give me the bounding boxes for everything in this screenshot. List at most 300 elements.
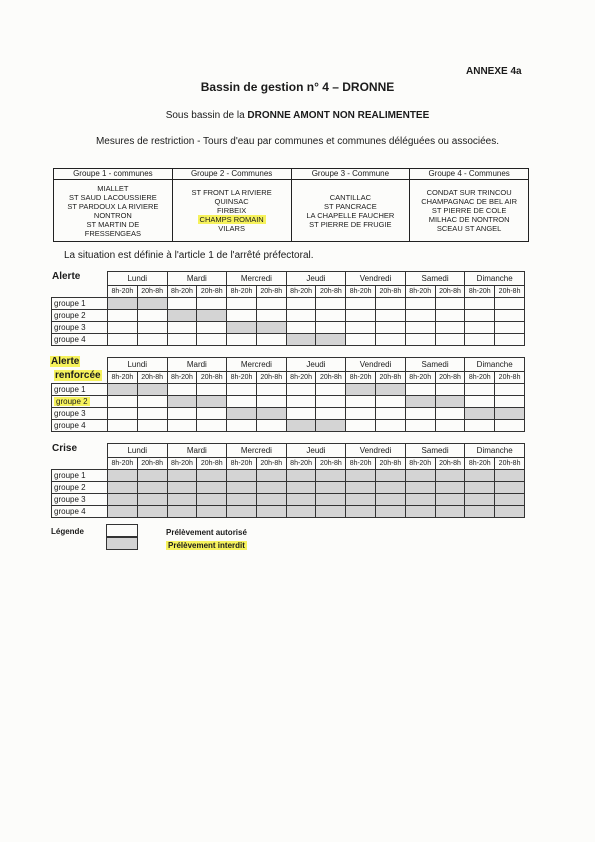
cell-forbidden bbox=[256, 322, 286, 334]
schedule-row bbox=[52, 384, 525, 396]
cell-forbidden bbox=[495, 408, 525, 420]
cell-forbidden bbox=[227, 322, 257, 334]
cell-forbidden bbox=[167, 470, 197, 482]
commune-name: ST PARDOUX LA RIVIERE bbox=[67, 201, 159, 211]
cell-forbidden bbox=[256, 482, 286, 494]
group-header: Groupe 3 - Commune bbox=[292, 169, 410, 180]
cell-authorized bbox=[256, 384, 286, 396]
slot-header: 8h-20h bbox=[465, 372, 495, 384]
cell-authorized bbox=[256, 298, 286, 310]
cell-forbidden bbox=[405, 396, 435, 408]
cell-forbidden bbox=[376, 506, 406, 518]
cell-authorized bbox=[108, 408, 138, 420]
cell-authorized bbox=[346, 322, 376, 334]
cell-authorized bbox=[137, 408, 167, 420]
slot-header: 8h-20h bbox=[346, 286, 376, 298]
day-header: Samedi bbox=[405, 358, 465, 372]
group-row-label bbox=[52, 506, 108, 518]
group-row-label bbox=[52, 470, 108, 482]
cell-forbidden bbox=[137, 494, 167, 506]
day-header: Dimanche bbox=[465, 272, 525, 286]
schedule-alerte-renforcee bbox=[51, 357, 525, 432]
cell-authorized bbox=[495, 322, 525, 334]
cell-authorized bbox=[405, 310, 435, 322]
slot-header: 8h-20h bbox=[108, 372, 138, 384]
slot-header: 20h-8h bbox=[495, 286, 525, 298]
slot-header: 8h-20h bbox=[227, 372, 257, 384]
group-row-text: groupe 4 bbox=[54, 335, 86, 344]
slot-header: 20h-8h bbox=[376, 286, 406, 298]
cell-forbidden bbox=[197, 470, 227, 482]
day-header: Mardi bbox=[167, 444, 227, 458]
page-title: Bassin de gestion n° 4 – DRONNE bbox=[200, 80, 395, 94]
cell-authorized bbox=[376, 408, 406, 420]
cell-forbidden bbox=[108, 470, 138, 482]
slot-header: 20h-8h bbox=[137, 286, 167, 298]
slot-header: 8h-20h bbox=[167, 286, 197, 298]
commune-name: SCEAU ST ANGEL bbox=[436, 224, 502, 233]
cell-forbidden bbox=[316, 470, 346, 482]
commune-name: ST SAUD LACOUSSIERE bbox=[68, 192, 157, 202]
cell-authorized bbox=[495, 310, 525, 322]
group-row-label bbox=[52, 396, 108, 408]
slot-header: 8h-20h bbox=[286, 458, 316, 470]
cell-authorized bbox=[316, 310, 346, 322]
group-communes bbox=[410, 180, 528, 241]
cell-authorized bbox=[495, 298, 525, 310]
cell-authorized bbox=[465, 396, 495, 408]
cell-forbidden bbox=[167, 310, 197, 322]
cell-forbidden bbox=[286, 506, 316, 518]
cell-forbidden bbox=[376, 494, 406, 506]
commune-name: ST PANCRACE bbox=[324, 201, 377, 211]
section-label-alerte: Alerte bbox=[52, 271, 81, 282]
cell-authorized bbox=[465, 384, 495, 396]
cell-forbidden bbox=[346, 494, 376, 506]
day-header: Dimanche bbox=[465, 444, 525, 458]
commune-name: ST PIERRE DE COLE bbox=[431, 206, 507, 215]
group-communes bbox=[292, 180, 410, 241]
group-row-label bbox=[52, 310, 108, 322]
legend-label: Légende bbox=[51, 527, 84, 536]
cell-forbidden bbox=[137, 298, 167, 310]
day-header: Vendredi bbox=[346, 272, 406, 286]
schedule-row bbox=[52, 420, 525, 432]
cell-authorized bbox=[227, 396, 257, 408]
day-header: Jeudi bbox=[286, 358, 346, 372]
cell-forbidden bbox=[137, 482, 167, 494]
cell-authorized bbox=[256, 420, 286, 432]
cell-authorized bbox=[256, 334, 286, 346]
day-header: Lundi bbox=[108, 272, 168, 286]
cell-forbidden bbox=[227, 482, 257, 494]
cell-authorized bbox=[256, 396, 286, 408]
legend-text-forbidden bbox=[166, 541, 247, 550]
slot-header: 20h-8h bbox=[197, 372, 227, 384]
slot-header: 8h-20h bbox=[346, 458, 376, 470]
cell-forbidden bbox=[316, 482, 346, 494]
cell-forbidden bbox=[465, 408, 495, 420]
cell-authorized bbox=[137, 420, 167, 432]
group-row-text: groupe 3 bbox=[54, 323, 86, 332]
slot-header: 20h-8h bbox=[197, 458, 227, 470]
cell-forbidden bbox=[495, 506, 525, 518]
cell-forbidden bbox=[286, 494, 316, 506]
cell-forbidden bbox=[405, 470, 435, 482]
day-header: Lundi bbox=[108, 358, 168, 372]
group-row-label bbox=[52, 420, 108, 432]
cell-authorized bbox=[435, 420, 465, 432]
cell-forbidden bbox=[286, 420, 316, 432]
slot-header: 8h-20h bbox=[167, 372, 197, 384]
cell-authorized bbox=[405, 384, 435, 396]
cell-forbidden bbox=[465, 470, 495, 482]
cell-authorized bbox=[286, 384, 316, 396]
legend-text-authorized: Prélèvement autorisé bbox=[166, 528, 247, 537]
slot-header: 20h-8h bbox=[376, 372, 406, 384]
cell-forbidden bbox=[197, 482, 227, 494]
slot-header: 20h-8h bbox=[435, 286, 465, 298]
subtitle-bold: DRONNE AMONT NON REALIMENTEE bbox=[247, 110, 430, 121]
schedule-crise bbox=[51, 443, 525, 518]
cell-authorized bbox=[405, 334, 435, 346]
slot-header: 20h-8h bbox=[316, 372, 346, 384]
cell-forbidden bbox=[108, 482, 138, 494]
cell-authorized bbox=[346, 298, 376, 310]
day-header: Mardi bbox=[167, 272, 227, 286]
commune-name: LA CHAPELLE FAUCHER bbox=[306, 210, 395, 220]
cell-authorized bbox=[435, 298, 465, 310]
cell-authorized bbox=[316, 298, 346, 310]
cell-forbidden bbox=[137, 506, 167, 518]
cell-authorized bbox=[286, 298, 316, 310]
cell-authorized bbox=[227, 298, 257, 310]
day-header: Jeudi bbox=[286, 272, 346, 286]
day-header: Vendredi bbox=[346, 444, 406, 458]
group-row-text: groupe 4 bbox=[54, 421, 86, 430]
cell-authorized bbox=[227, 384, 257, 396]
cell-authorized bbox=[197, 298, 227, 310]
cell-authorized bbox=[405, 298, 435, 310]
cell-forbidden bbox=[108, 506, 138, 518]
slot-header: 20h-8h bbox=[376, 458, 406, 470]
cell-forbidden bbox=[256, 470, 286, 482]
slot-header: 8h-20h bbox=[465, 286, 495, 298]
cell-authorized bbox=[167, 384, 197, 396]
cell-authorized bbox=[108, 396, 138, 408]
cell-authorized bbox=[197, 322, 227, 334]
commune-name: MIALLET bbox=[97, 183, 129, 193]
cell-forbidden bbox=[286, 334, 316, 346]
slot-header: 20h-8h bbox=[316, 458, 346, 470]
cell-authorized bbox=[435, 310, 465, 322]
cell-authorized bbox=[465, 420, 495, 432]
group-column-1 bbox=[54, 169, 172, 241]
cell-forbidden bbox=[286, 470, 316, 482]
cell-authorized bbox=[167, 408, 197, 420]
group-header: Groupe 4 - Communes bbox=[410, 169, 528, 180]
group-row-label bbox=[52, 494, 108, 506]
group-row-label bbox=[52, 334, 108, 346]
cell-forbidden bbox=[108, 298, 138, 310]
legend-swatch-forbidden bbox=[106, 537, 138, 550]
subtitle bbox=[0, 110, 595, 121]
cell-authorized bbox=[435, 408, 465, 420]
cell-authorized bbox=[405, 420, 435, 432]
cell-authorized bbox=[405, 408, 435, 420]
slot-header: 8h-20h bbox=[167, 458, 197, 470]
commune-name: ST FRONT LA RIVIERE bbox=[191, 188, 272, 197]
slot-header: 20h-8h bbox=[316, 286, 346, 298]
schedule-row bbox=[52, 322, 525, 334]
cell-authorized bbox=[346, 310, 376, 322]
group-row-label bbox=[52, 322, 108, 334]
cell-forbidden bbox=[435, 470, 465, 482]
annexe-label: ANNEXE 4a bbox=[466, 66, 522, 77]
group-row-label bbox=[52, 384, 108, 396]
commune-name: VILARS bbox=[218, 224, 245, 233]
day-header: Jeudi bbox=[286, 444, 346, 458]
slot-header: 8h-20h bbox=[465, 458, 495, 470]
cell-authorized bbox=[108, 420, 138, 432]
cell-forbidden bbox=[197, 396, 227, 408]
commune-name: MILHAC DE NONTRON bbox=[428, 215, 510, 224]
group-header: Groupe 1 - communes bbox=[54, 169, 172, 180]
cell-authorized bbox=[108, 334, 138, 346]
cell-authorized bbox=[465, 310, 495, 322]
commune-name: ST MARTIN DE bbox=[86, 219, 140, 229]
group-row-label bbox=[52, 408, 108, 420]
cell-forbidden bbox=[227, 506, 257, 518]
cell-authorized bbox=[376, 420, 406, 432]
commune-name: ST PIERRE DE FRUGIE bbox=[309, 219, 392, 229]
day-header: Samedi bbox=[405, 272, 465, 286]
cell-authorized bbox=[108, 322, 138, 334]
group-row-text: groupe 1 bbox=[54, 471, 86, 480]
slot-header: 8h-20h bbox=[405, 372, 435, 384]
group-row-text: groupe 1 bbox=[54, 299, 86, 308]
cell-authorized bbox=[167, 420, 197, 432]
schedule-row bbox=[52, 494, 525, 506]
cell-forbidden bbox=[405, 482, 435, 494]
day-header: Samedi bbox=[405, 444, 465, 458]
cell-authorized bbox=[167, 298, 197, 310]
group-row-label bbox=[52, 482, 108, 494]
group-communes bbox=[54, 180, 172, 241]
cell-forbidden bbox=[435, 494, 465, 506]
situation-text: La situation est définie à l'article 1 de l'arrêté préfectoral. bbox=[64, 250, 314, 261]
schedule-alerte bbox=[51, 271, 525, 346]
cell-authorized bbox=[286, 310, 316, 322]
cell-forbidden bbox=[376, 470, 406, 482]
cell-forbidden bbox=[316, 506, 346, 518]
cell-forbidden bbox=[227, 408, 257, 420]
slot-header: 20h-8h bbox=[435, 458, 465, 470]
schedule-row bbox=[52, 396, 525, 408]
cell-forbidden bbox=[465, 494, 495, 506]
cell-forbidden bbox=[405, 506, 435, 518]
cell-authorized bbox=[316, 322, 346, 334]
cell-authorized bbox=[346, 420, 376, 432]
cell-authorized bbox=[167, 322, 197, 334]
group-column-3 bbox=[291, 169, 410, 241]
cell-authorized bbox=[286, 396, 316, 408]
cell-forbidden bbox=[197, 310, 227, 322]
group-header: Groupe 2 - Communes bbox=[173, 169, 291, 180]
cell-authorized bbox=[137, 310, 167, 322]
commune-name: QUINSAC bbox=[214, 197, 249, 206]
day-header: Dimanche bbox=[465, 358, 525, 372]
cell-forbidden bbox=[316, 494, 346, 506]
cell-authorized bbox=[495, 420, 525, 432]
cell-authorized bbox=[197, 334, 227, 346]
cell-authorized bbox=[465, 322, 495, 334]
cell-authorized bbox=[405, 322, 435, 334]
cell-forbidden bbox=[465, 482, 495, 494]
cell-authorized bbox=[137, 396, 167, 408]
cell-authorized bbox=[316, 384, 346, 396]
cell-forbidden bbox=[495, 494, 525, 506]
subtitle-prefix: Sous bassin de la bbox=[165, 110, 248, 121]
slot-header: 20h-8h bbox=[495, 458, 525, 470]
cell-forbidden bbox=[286, 482, 316, 494]
cell-forbidden bbox=[167, 396, 197, 408]
measures-text: Mesures de restriction - Tours d'eau par communes et communes déléguées ou associées. bbox=[95, 136, 500, 147]
commune-name: FIRBEIX bbox=[217, 206, 247, 215]
commune-name: NONTRON bbox=[93, 210, 132, 220]
section-label-line2: renforcée bbox=[55, 370, 101, 381]
cell-authorized bbox=[167, 334, 197, 346]
schedule-row bbox=[52, 408, 525, 420]
slot-header: 8h-20h bbox=[108, 286, 138, 298]
slot-header: 20h-8h bbox=[137, 458, 167, 470]
cell-forbidden bbox=[435, 482, 465, 494]
schedule-row bbox=[52, 298, 525, 310]
cell-forbidden bbox=[316, 420, 346, 432]
slot-header: 8h-20h bbox=[286, 286, 316, 298]
cell-forbidden bbox=[108, 494, 138, 506]
cell-forbidden bbox=[167, 494, 197, 506]
cell-authorized bbox=[495, 396, 525, 408]
cell-authorized bbox=[376, 310, 406, 322]
slot-header: 8h-20h bbox=[227, 286, 257, 298]
cell-authorized bbox=[435, 384, 465, 396]
group-column-2 bbox=[172, 169, 291, 241]
cell-forbidden bbox=[346, 482, 376, 494]
day-header: Mercredi bbox=[227, 444, 287, 458]
groups-table bbox=[53, 168, 529, 242]
slot-header: 8h-20h bbox=[346, 372, 376, 384]
cell-authorized bbox=[227, 310, 257, 322]
group-row-label bbox=[52, 298, 108, 310]
cell-authorized bbox=[376, 334, 406, 346]
cell-authorized bbox=[465, 298, 495, 310]
schedule-row bbox=[52, 506, 525, 518]
cell-authorized bbox=[346, 408, 376, 420]
commune-name: CHAMPAGNAC DE BEL AIR bbox=[421, 197, 518, 206]
group-row-text: groupe 3 bbox=[54, 495, 86, 504]
slot-header: 20h-8h bbox=[256, 372, 286, 384]
cell-forbidden bbox=[376, 384, 406, 396]
cell-forbidden bbox=[227, 494, 257, 506]
slot-header: 20h-8h bbox=[256, 286, 286, 298]
section-label-line1: Alerte bbox=[51, 356, 80, 367]
cell-forbidden bbox=[137, 384, 167, 396]
slot-header: 20h-8h bbox=[197, 286, 227, 298]
group-row-text: groupe 4 bbox=[54, 507, 86, 516]
schedule-row bbox=[52, 482, 525, 494]
slot-header: 8h-20h bbox=[405, 286, 435, 298]
cell-forbidden bbox=[227, 470, 257, 482]
cell-forbidden bbox=[435, 396, 465, 408]
slot-header: 8h-20h bbox=[286, 372, 316, 384]
cell-authorized bbox=[495, 384, 525, 396]
group-row-text: groupe 3 bbox=[54, 409, 86, 418]
cell-forbidden bbox=[346, 384, 376, 396]
group-row-text: groupe 2 bbox=[54, 483, 86, 492]
slot-header: 8h-20h bbox=[227, 458, 257, 470]
cell-authorized bbox=[376, 396, 406, 408]
cell-authorized bbox=[286, 322, 316, 334]
cell-forbidden bbox=[137, 470, 167, 482]
commune-name: CANTILLAC bbox=[329, 192, 371, 202]
cell-forbidden bbox=[495, 470, 525, 482]
cell-authorized bbox=[495, 334, 525, 346]
cell-authorized bbox=[435, 322, 465, 334]
cell-forbidden bbox=[197, 494, 227, 506]
group-row-text: groupe 2 bbox=[56, 397, 88, 406]
cell-authorized bbox=[316, 408, 346, 420]
cell-forbidden bbox=[167, 482, 197, 494]
cell-authorized bbox=[346, 334, 376, 346]
group-row-text: groupe 1 bbox=[54, 385, 86, 394]
cell-forbidden bbox=[256, 506, 286, 518]
group-column-4 bbox=[409, 169, 528, 241]
cell-authorized bbox=[197, 408, 227, 420]
day-header: Mercredi bbox=[227, 358, 287, 372]
cell-authorized bbox=[465, 334, 495, 346]
slot-header: 20h-8h bbox=[256, 458, 286, 470]
cell-authorized bbox=[108, 310, 138, 322]
commune-name: CHAMPS ROMAIN bbox=[199, 215, 264, 224]
cell-forbidden bbox=[405, 494, 435, 506]
slot-header: 8h-20h bbox=[405, 458, 435, 470]
cell-authorized bbox=[286, 408, 316, 420]
section-label-crise: Crise bbox=[52, 443, 78, 454]
cell-authorized bbox=[227, 334, 257, 346]
slot-header: 20h-8h bbox=[435, 372, 465, 384]
cell-forbidden bbox=[346, 470, 376, 482]
cell-authorized bbox=[435, 334, 465, 346]
schedule-row bbox=[52, 334, 525, 346]
slot-header: 20h-8h bbox=[495, 372, 525, 384]
cell-authorized bbox=[137, 334, 167, 346]
cell-forbidden bbox=[376, 482, 406, 494]
cell-forbidden bbox=[435, 506, 465, 518]
cell-authorized bbox=[227, 420, 257, 432]
cell-authorized bbox=[376, 298, 406, 310]
cell-forbidden bbox=[167, 506, 197, 518]
cell-authorized bbox=[197, 384, 227, 396]
day-header: Vendredi bbox=[346, 358, 406, 372]
cell-forbidden bbox=[346, 506, 376, 518]
cell-authorized bbox=[137, 322, 167, 334]
cell-authorized bbox=[346, 396, 376, 408]
cell-authorized bbox=[376, 322, 406, 334]
cell-forbidden bbox=[465, 506, 495, 518]
cell-forbidden bbox=[256, 494, 286, 506]
day-header: Mardi bbox=[167, 358, 227, 372]
